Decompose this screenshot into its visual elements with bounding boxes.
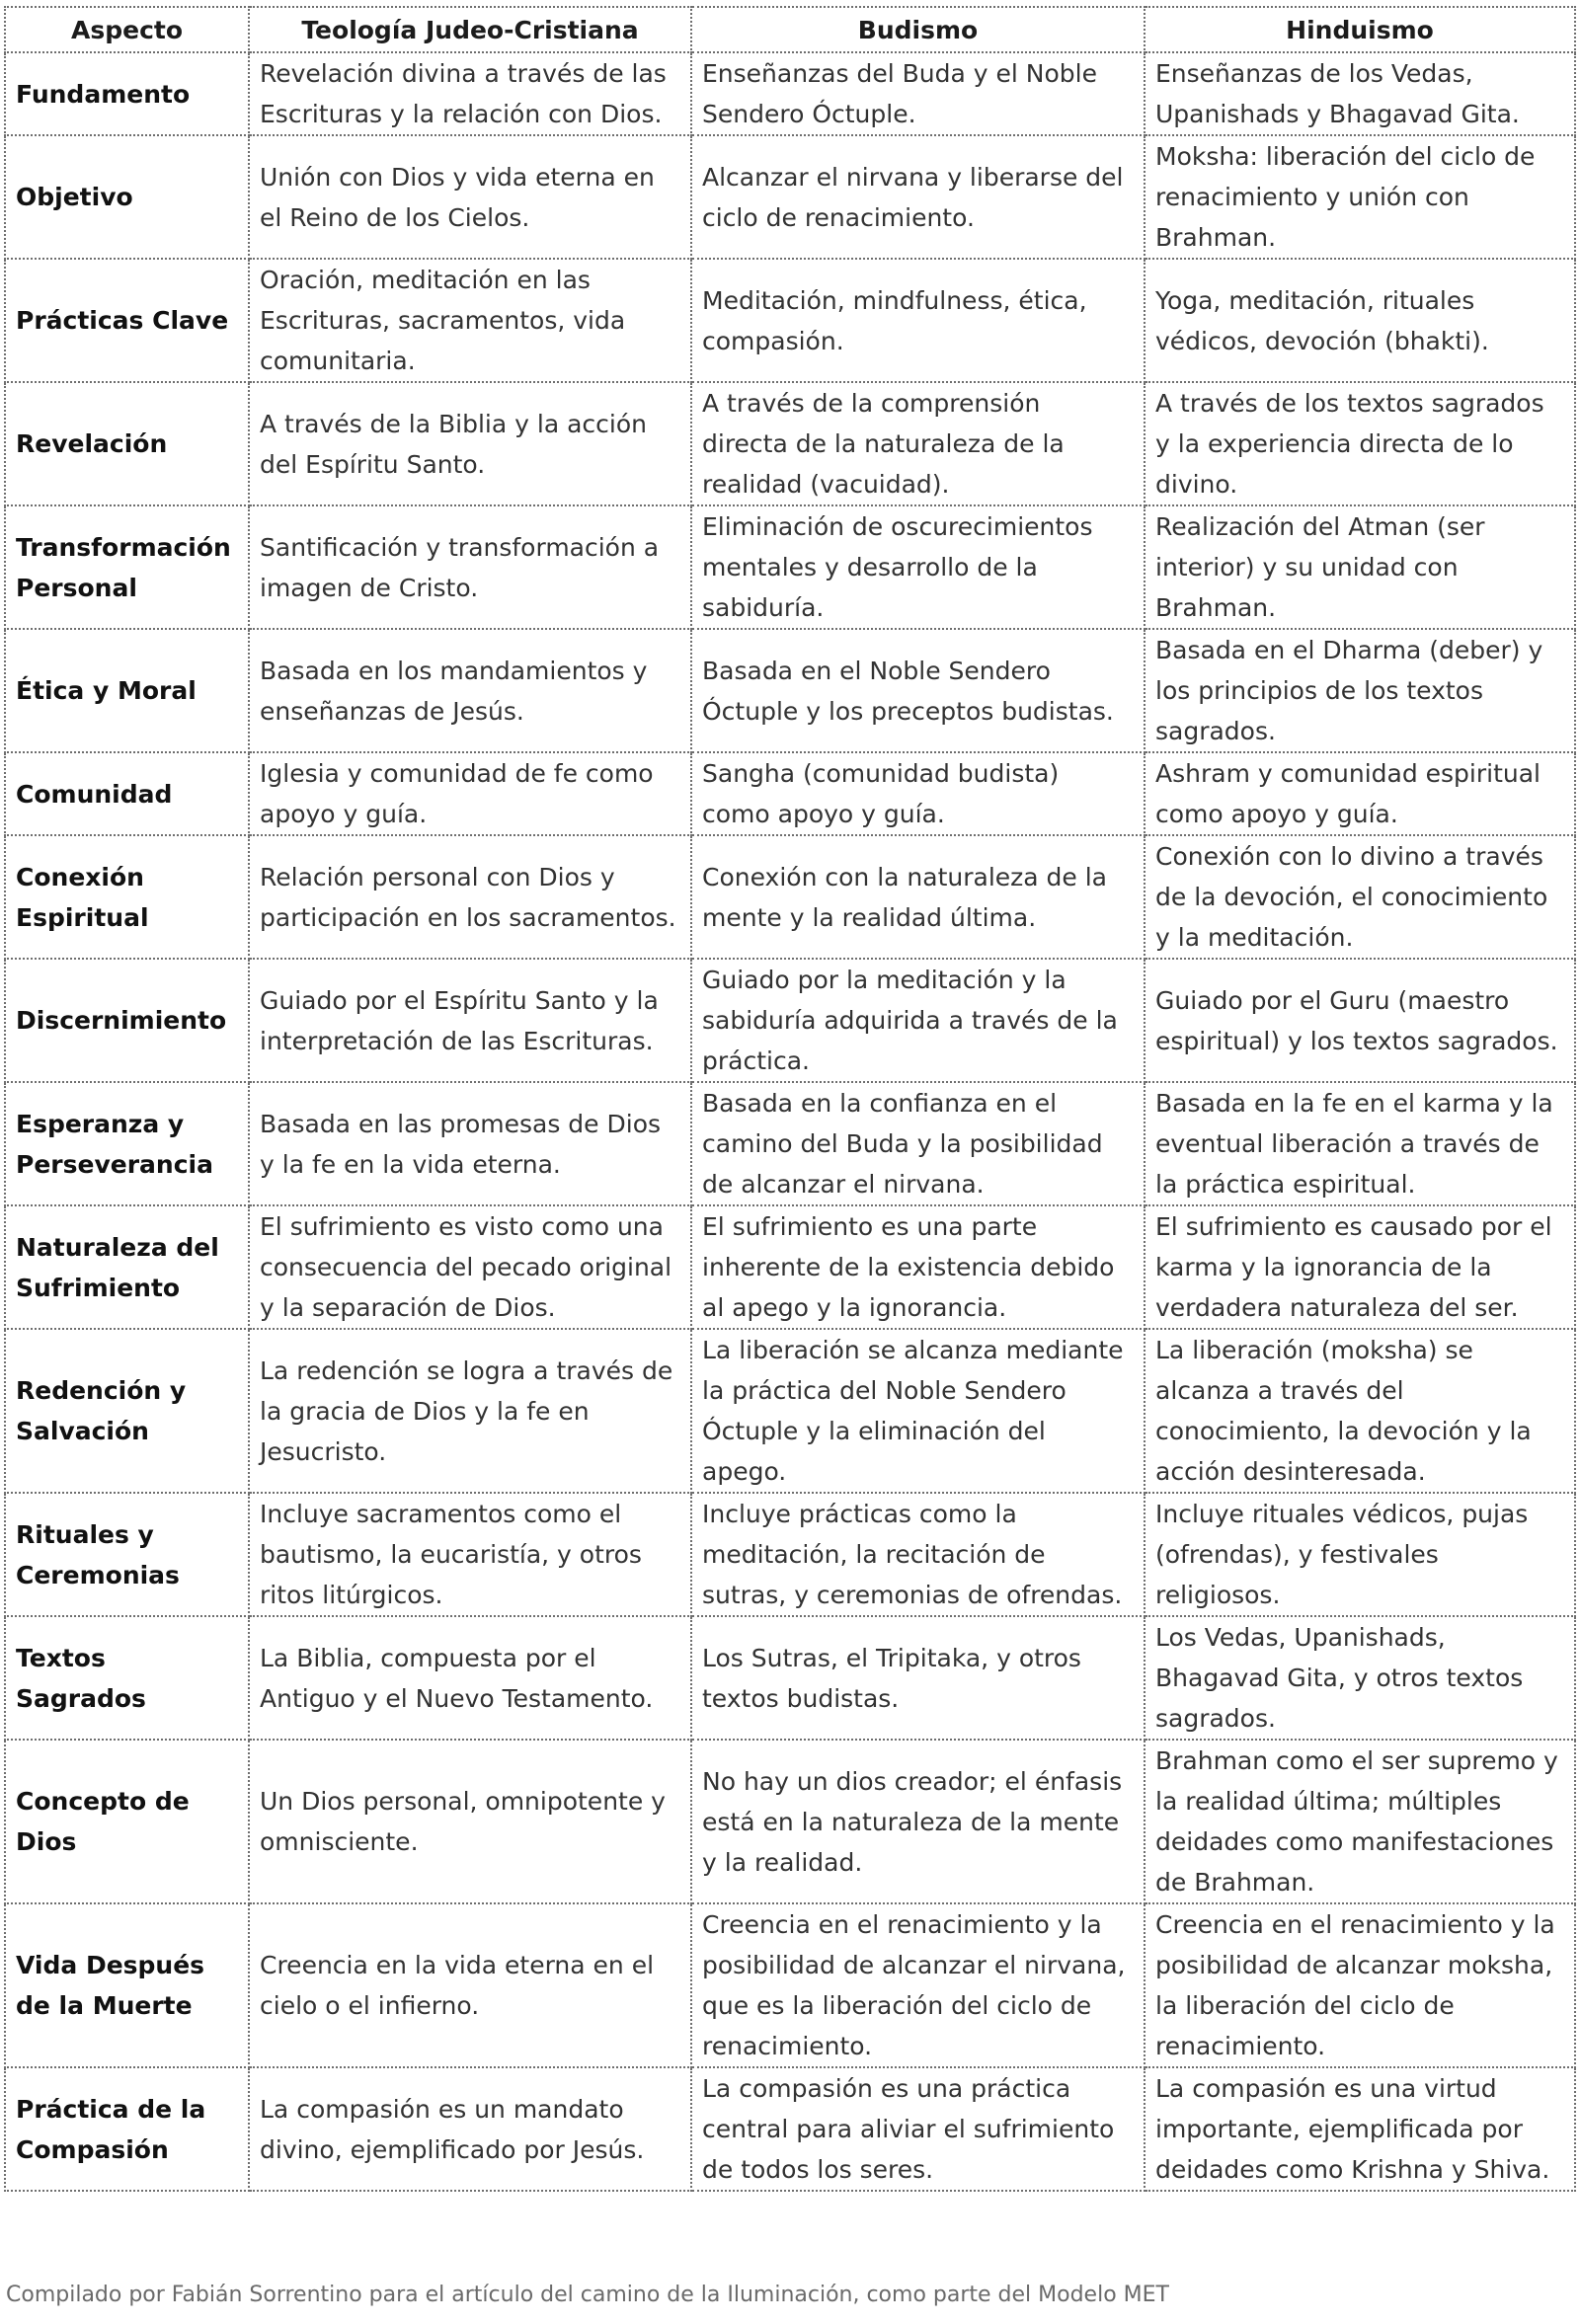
- aspect-cell: Naturaleza del Sufrimiento: [5, 1205, 249, 1329]
- cell-budismo: Basada en el Noble Sendero Óctuple y los preceptos budistas.: [691, 629, 1145, 752]
- cell-hinduismo: Guiado por el Guru (maestro espiritual) y los textos sagrados.: [1145, 959, 1575, 1082]
- comparison-table: [4, 6, 1576, 2192]
- cell-cristiana: La Biblia, compuesta por el Antiguo y el Nuevo Testamento.: [249, 1616, 691, 1740]
- cell-cristiana: A través de la Biblia y la acción del Espíritu Santo.: [249, 382, 691, 505]
- cell-cristiana: Basada en los mandamientos y enseñanzas de Jesús.: [249, 629, 691, 752]
- cell-hinduismo: Realización del Atman (ser interior) y su unidad con Brahman.: [1145, 505, 1575, 629]
- cell-cristiana: Basada en las promesas de Dios y la fe en la vida eterna.: [249, 1082, 691, 1205]
- source-caption: Compilado por Fabián Sorrentino para el artículo del camino de la Iluminación, como parte del Modelo MET: [6, 2283, 1169, 2307]
- table-row: [5, 629, 1575, 752]
- cell-cristiana: Unión con Dios y vida eterna en el Reino de los Cielos.: [249, 135, 691, 259]
- cell-cristiana: Iglesia y comunidad de fe como apoyo y guía.: [249, 752, 691, 835]
- aspect-cell: Prácticas Clave: [5, 259, 249, 382]
- cell-budismo: Conexión con la naturaleza de la mente y la realidad última.: [691, 835, 1145, 959]
- cell-budismo: Eliminación de oscurecimientos mentales y desarrollo de la sabiduría.: [691, 505, 1145, 629]
- cell-budismo: Guiado por la meditación y la sabiduría adquirida a través de la práctica.: [691, 959, 1145, 1082]
- cell-budismo: Alcanzar el nirvana y liberarse del ciclo de renacimiento.: [691, 135, 1145, 259]
- table-row: [5, 135, 1575, 259]
- cell-budismo: Basada en la confianza en el camino del Buda y la posibilidad de alcanzar el nirvana.: [691, 1082, 1145, 1205]
- aspect-cell: Esperanza y Perseverancia: [5, 1082, 249, 1205]
- header-teologia: Teología Judeo-Cristiana: [249, 7, 691, 52]
- cell-cristiana: Un Dios personal, omnipotente y omnisciente.: [249, 1740, 691, 1903]
- cell-cristiana: Relación personal con Dios y participación en los sacramentos.: [249, 835, 691, 959]
- cell-budismo: La compasión es una práctica central para aliviar el sufrimiento de todos los seres.: [691, 2067, 1145, 2191]
- cell-budismo: No hay un dios creador; el énfasis está en la naturaleza de la mente y la realidad.: [691, 1740, 1145, 1903]
- cell-budismo: Meditación, mindfulness, ética, compasión.: [691, 259, 1145, 382]
- aspect-cell: Fundamento: [5, 52, 249, 135]
- cell-budismo: El sufrimiento es una parte inherente de la existencia debido al apego y la ignorancia.: [691, 1205, 1145, 1329]
- cell-hinduismo: A través de los textos sagrados y la experiencia directa de lo divino.: [1145, 382, 1575, 505]
- header-aspecto: Aspecto: [5, 7, 249, 52]
- cell-hinduismo: La liberación (moksha) se alcanza a través del conocimiento, la devoción y la acción desinteresada.: [1145, 1329, 1575, 1493]
- aspect-cell: Discernimiento: [5, 959, 249, 1082]
- aspect-cell: Textos Sagrados: [5, 1616, 249, 1740]
- cell-hinduismo: Enseñanzas de los Vedas, Upanishads y Bhagavad Gita.: [1145, 52, 1575, 135]
- cell-budismo: Enseñanzas del Buda y el Noble Sendero Óctuple.: [691, 52, 1145, 135]
- table-row: [5, 382, 1575, 505]
- table-row: [5, 835, 1575, 959]
- cell-budismo: La liberación se alcanza mediante la práctica del Noble Sendero Óctuple y la eliminación del apego.: [691, 1329, 1145, 1493]
- aspect-cell: Transformación Personal: [5, 505, 249, 629]
- aspect-cell: Objetivo: [5, 135, 249, 259]
- cell-hinduismo: El sufrimiento es causado por el karma y la ignorancia de la verdadera naturaleza del ser.: [1145, 1205, 1575, 1329]
- cell-budismo: A través de la comprensión directa de la naturaleza de la realidad (vacuidad).: [691, 382, 1145, 505]
- table-row: [5, 959, 1575, 1082]
- cell-hinduismo: Incluye rituales védicos, pujas (ofrendas), y festivales religiosos.: [1145, 1493, 1575, 1616]
- table-row: [5, 2067, 1575, 2191]
- table-row: [5, 1903, 1575, 2067]
- aspect-cell: Revelación: [5, 382, 249, 505]
- cell-hinduismo: Basada en la fe en el karma y la eventual liberación a través de la práctica espiritual.: [1145, 1082, 1575, 1205]
- cell-hinduismo: Brahman como el ser supremo y la realidad última; múltiples deidades como manifestaciones de Brahman.: [1145, 1740, 1575, 1903]
- cell-budismo: Sangha (comunidad budista) como apoyo y guía.: [691, 752, 1145, 835]
- cell-hinduismo: Moksha: liberación del ciclo de renacimiento y unión con Brahman.: [1145, 135, 1575, 259]
- table-row: [5, 1329, 1575, 1493]
- cell-cristiana: Oración, meditación en las Escrituras, sacramentos, vida comunitaria.: [249, 259, 691, 382]
- aspect-cell: Vida Después de la Muerte: [5, 1903, 249, 2067]
- cell-hinduismo: Creencia en el renacimiento y la posibilidad de alcanzar moksha, la liberación del ciclo de renacimiento.: [1145, 1903, 1575, 2067]
- aspect-cell: Rituales y Ceremonias: [5, 1493, 249, 1616]
- aspect-cell: Redención y Salvación: [5, 1329, 249, 1493]
- cell-hinduismo: La compasión es una virtud importante, ejemplificada por deidades como Krishna y Shiva.: [1145, 2067, 1575, 2191]
- table-row: [5, 1740, 1575, 1903]
- aspect-cell: Conexión Espiritual: [5, 835, 249, 959]
- cell-cristiana: La compasión es un mandato divino, ejemplificado por Jesús.: [249, 2067, 691, 2191]
- cell-budismo: Los Sutras, el Tripitaka, y otros textos budistas.: [691, 1616, 1145, 1740]
- header-hinduismo: Hinduismo: [1145, 7, 1575, 52]
- cell-hinduismo: Ashram y comunidad espiritual como apoyo y guía.: [1145, 752, 1575, 835]
- cell-hinduismo: Yoga, meditación, rituales védicos, devoción (bhakti).: [1145, 259, 1575, 382]
- cell-cristiana: Santificación y transformación a imagen de Cristo.: [249, 505, 691, 629]
- cell-hinduismo: Basada en el Dharma (deber) y los principios de los textos sagrados.: [1145, 629, 1575, 752]
- aspect-cell: Concepto de Dios: [5, 1740, 249, 1903]
- cell-cristiana: Revelación divina a través de las Escrituras y la relación con Dios.: [249, 52, 691, 135]
- table-row: [5, 1616, 1575, 1740]
- table-row: [5, 1205, 1575, 1329]
- header-row: [5, 7, 1575, 52]
- cell-cristiana: La redención se logra a través de la gracia de Dios y la fe en Jesucristo.: [249, 1329, 691, 1493]
- table-row: [5, 1493, 1575, 1616]
- cell-hinduismo: Conexión con lo divino a través de la devoción, el conocimiento y la meditación.: [1145, 835, 1575, 959]
- cell-hinduismo: Los Vedas, Upanishads, Bhagavad Gita, y otros textos sagrados.: [1145, 1616, 1575, 1740]
- header-budismo: Budismo: [691, 7, 1145, 52]
- aspect-cell: Ética y Moral: [5, 629, 249, 752]
- aspect-cell: Comunidad: [5, 752, 249, 835]
- cell-cristiana: Creencia en la vida eterna en el cielo o el infierno.: [249, 1903, 691, 2067]
- table-row: [5, 259, 1575, 382]
- cell-budismo: Creencia en el renacimiento y la posibilidad de alcanzar el nirvana, que es la liberación del ciclo de renacimiento.: [691, 1903, 1145, 2067]
- cell-cristiana: Guiado por el Espíritu Santo y la interpretación de las Escrituras.: [249, 959, 691, 1082]
- table-row: [5, 505, 1575, 629]
- cell-budismo: Incluye prácticas como la meditación, la recitación de sutras, y ceremonias de ofrendas.: [691, 1493, 1145, 1616]
- cell-cristiana: El sufrimiento es visto como una consecuencia del pecado original y la separación de Dios.: [249, 1205, 691, 1329]
- aspect-cell: Práctica de la Compasión: [5, 2067, 249, 2191]
- table-row: [5, 1082, 1575, 1205]
- table-row: [5, 52, 1575, 135]
- cell-cristiana: Incluye sacramentos como el bautismo, la eucaristía, y otros ritos litúrgicos.: [249, 1493, 691, 1616]
- table-row: [5, 752, 1575, 835]
